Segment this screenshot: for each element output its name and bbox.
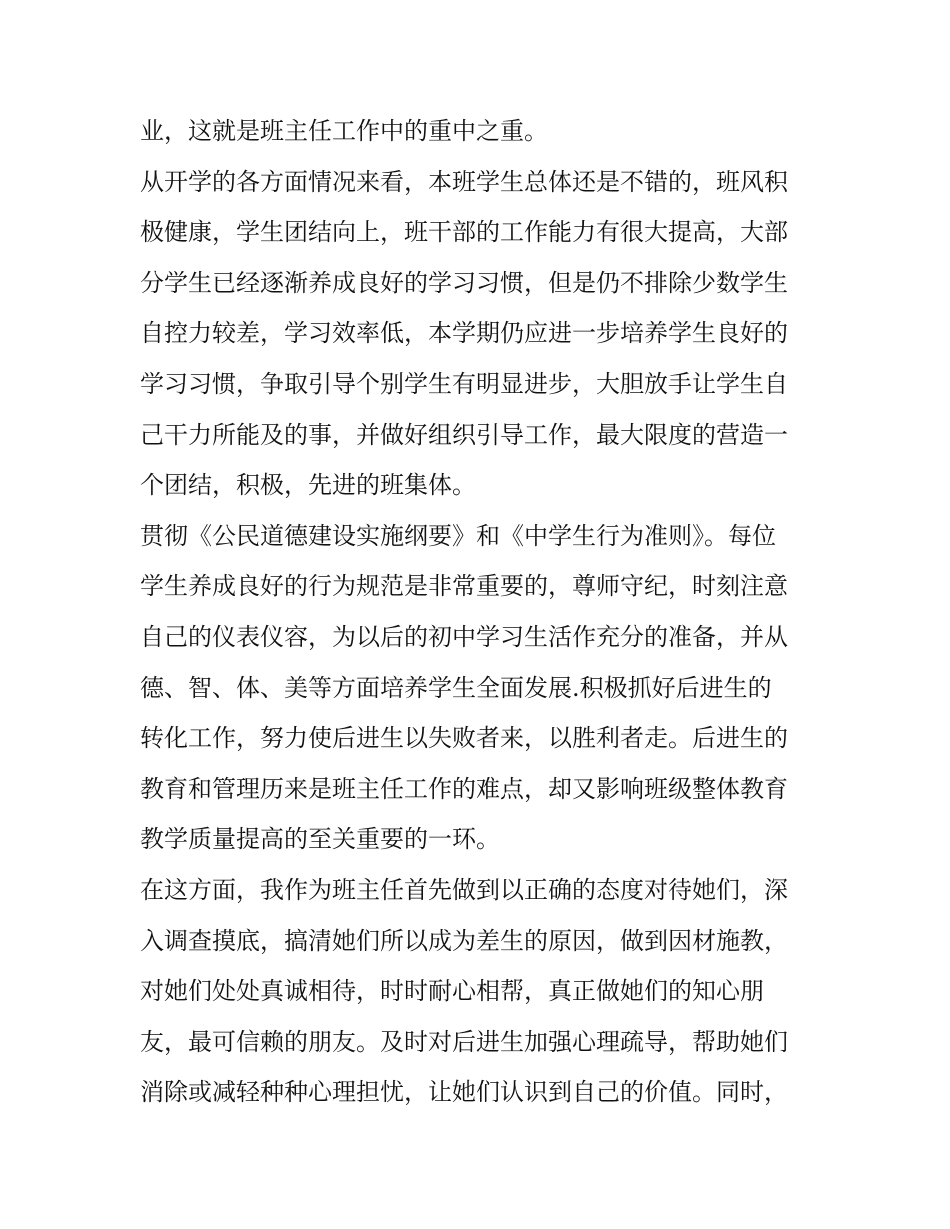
text-line: 分学生已经逐渐养成良好的学习习惯，但是仍不排除少数学生: [140, 268, 788, 297]
text-line: 自己的仪表仪容，为以后的初中学习生活作充分的准备，并从: [140, 622, 788, 651]
text-line: 学生养成良好的行为规范是非常重要的，尊师守纪，时刻注意: [140, 572, 788, 601]
text-line: 贯彻《公民道德建设实施纲要》和《中学生行为准则》。每位: [140, 521, 776, 550]
text-line: 消除或减轻种种心理担忧，让她们认识到自己的价值。同时，: [140, 1078, 788, 1107]
body-text: [140, 106, 815, 1118]
text-line: 教学质量提高的至关重要的一环。: [140, 825, 500, 854]
text-line: 从开学的各方面情况来看，本班学生总体还是不错的，班风积: [140, 167, 788, 196]
text-line: 极健康，学生团结向上，班干部的工作能力有很大提高，大部: [140, 218, 788, 247]
text-line: 个团结，积极，先进的班集体。: [140, 471, 476, 500]
text-line: 己干力所能及的事，并做好组织引导工作，最大限度的营造一: [140, 420, 788, 449]
text-line: 业，这就是班主任工作中的重中之重。: [140, 117, 548, 145]
text-line: 学习习惯，争取引导个别学生有明显进步，大胆放手让学生自: [140, 369, 788, 398]
text-line: 在这方面，我作为班主任首先做到以正确的态度对待她们，深: [140, 875, 788, 904]
text-line: 教育和管理历来是班主任工作的难点，却又影响班级整体教育: [140, 774, 788, 803]
text-line: 转化工作，努力使后进生以失败者来，以胜利者走。后进生的: [140, 724, 788, 753]
text-line: 对她们处处真诚相待，时时耐心相帮，真正做她们的知心朋: [140, 977, 764, 1006]
text-line: 自控力较差，学习效率低，本学期仍应进一步培养学生良好的: [140, 319, 788, 348]
text-line: 友，最可信赖的朋友。及时对后进生加强心理疏导，帮助她们: [140, 1027, 788, 1056]
text-line: 入调查摸底，搞清她们所以成为差生的原因，做到因材施教，: [140, 926, 788, 955]
text-line: 德、智、体、美等方面培养学生全面发展.积极抓好后进生的: [140, 673, 772, 702]
